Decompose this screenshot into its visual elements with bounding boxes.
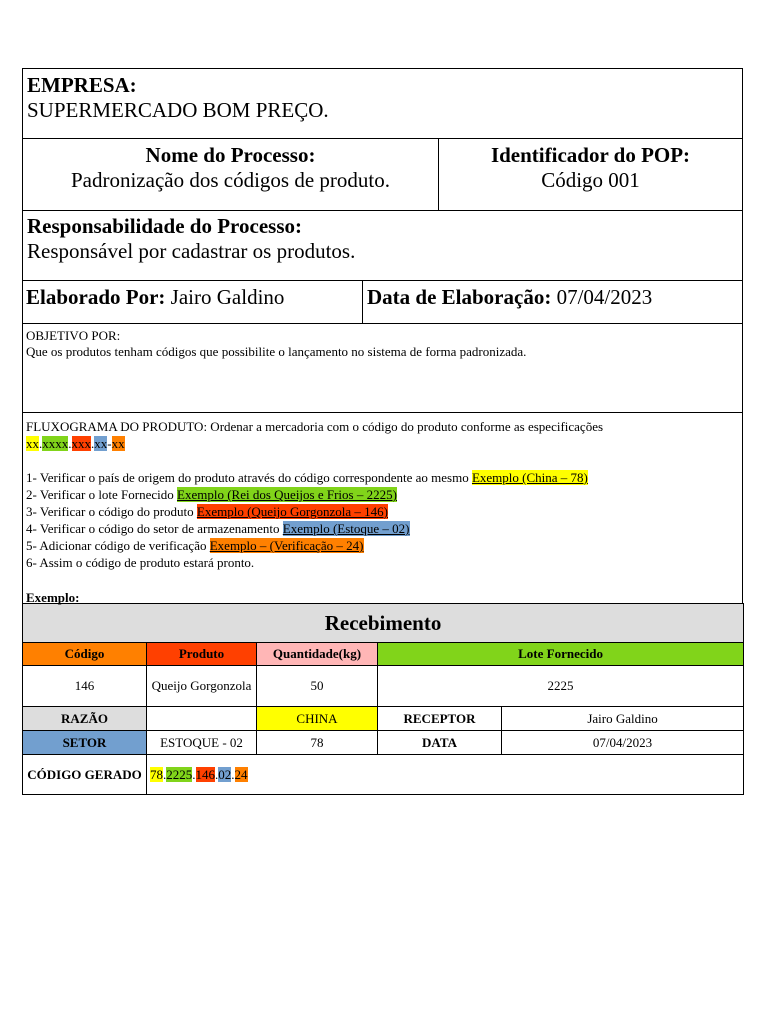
recebimento-table <box>22 603 744 795</box>
nome-processo-cell <box>23 139 439 210</box>
gerado-produto: 146 <box>195 766 215 782</box>
header-produto: Produto <box>147 643 257 666</box>
pattern-lote: xxxx <box>42 436 69 451</box>
setor-value: ESTOQUE - 02 <box>147 731 257 755</box>
gerado-sep: . <box>215 766 219 782</box>
step-example: Exemplo (Queijo Gorgonzola – 146) <box>196 504 388 519</box>
setor-num: 78 <box>257 731 378 755</box>
pattern-produto: xxx <box>71 436 91 451</box>
receptor-label: RECEPTOR <box>378 707 502 731</box>
elaboracao-section <box>22 280 743 323</box>
fluxograma-pattern <box>26 435 739 452</box>
setor-label: SETOR <box>23 731 147 755</box>
gerado-verificacao: 24 <box>234 766 248 782</box>
razao-label: RAZÃO <box>23 707 147 731</box>
step-example: Exemplo (China – 78) <box>471 470 588 485</box>
identificador-cell <box>439 139 742 210</box>
nome-processo-label: Nome do Processo: <box>145 143 316 167</box>
cell-quantidade: 50 <box>257 666 378 707</box>
identificador-value: Código 001 <box>541 168 640 192</box>
step-example: Exemplo (Estoque – 02) <box>282 521 410 536</box>
cell-produto: Queijo Gorgonzola <box>147 666 257 707</box>
gerado-lote: 2225 <box>166 766 193 782</box>
razao-value <box>147 707 257 731</box>
step-text: 2- Verificar o lote Fornecido <box>26 487 178 502</box>
spacer <box>26 452 739 469</box>
step-1 <box>26 469 739 486</box>
pattern-sep: . <box>39 436 43 451</box>
header-codigo: Código <box>23 643 147 666</box>
responsabilidade-value: Responsável por cadastrar os produtos. <box>27 239 356 263</box>
codigo-gerado-value <box>147 755 744 795</box>
step-2 <box>26 486 739 503</box>
elaborado-por-value: Jairo Galdino <box>165 285 285 309</box>
receptor-value: Jairo Galdino <box>502 707 744 731</box>
header-lote: Lote Fornecido <box>378 643 744 666</box>
objetivo-label: OBJETIVO POR: <box>26 328 121 343</box>
objetivo-text: Que os produtos tenham códigos que possibilite o lançamento no sistema de forma padronizada. <box>26 344 527 359</box>
pattern-setor: xx <box>94 436 108 451</box>
pattern-sep: . <box>91 436 95 451</box>
fluxograma-section <box>22 412 743 603</box>
responsabilidade-label: Responsabilidade do Processo: <box>27 214 302 238</box>
pop-document <box>22 68 743 795</box>
responsabilidade-section <box>22 210 743 280</box>
empresa-value: SUPERMERCADO BOM PREÇO. <box>27 98 329 122</box>
exemplo-label: Exemplo: <box>26 590 80 605</box>
step-4 <box>26 520 739 537</box>
recebimento-title: Recebimento <box>23 604 744 643</box>
step-text: 3- Verificar o código do produto <box>26 504 197 519</box>
pais-value: CHINA <box>257 707 378 731</box>
step-6: 6- Assim o código de produto estará pronto. <box>26 555 255 570</box>
step-3 <box>26 503 739 520</box>
gerado-sep: . <box>163 766 167 782</box>
empresa-label: EMPRESA: <box>27 73 137 97</box>
cell-lote: 2225 <box>378 666 744 707</box>
objetivo-section <box>22 323 743 412</box>
step-text: 1- Verificar o país de origem do produto através do código correspondente ao mesmo <box>26 470 472 485</box>
pattern-verificacao: xx <box>111 436 125 451</box>
elaborado-por-cell <box>23 281 363 323</box>
processo-section <box>22 138 743 210</box>
elaborado-por-label: Elaborado Por: <box>26 285 166 309</box>
nome-processo-value: Padronização dos códigos de produto. <box>70 168 390 192</box>
pattern-sep: - <box>107 436 112 451</box>
cell-codigo: 146 <box>23 666 147 707</box>
step-text: 4- Verificar o código do setor de armazenamento <box>26 521 283 536</box>
step-example: Exemplo – (Verificação – 24) <box>209 538 364 553</box>
empresa-section <box>22 68 743 138</box>
step-5 <box>26 537 739 554</box>
pattern-pais: xx <box>26 436 39 451</box>
fluxograma-intro: FLUXOGRAMA DO PRODUTO: Ordenar a mercadoria com o código do produto conforme as especificações <box>26 419 604 434</box>
step-text: 5- Adicionar código de verificação <box>26 538 210 553</box>
data-label: DATA <box>378 731 502 755</box>
step-example: Exemplo (Rei dos Queijos e Frios – 2225) <box>177 487 397 502</box>
gerado-sep: . <box>231 766 235 782</box>
gerado-pais: 78 <box>150 766 163 782</box>
codigo-gerado-label: CÓDIGO GERADO <box>23 755 147 795</box>
identificador-label: Identificador do POP: <box>490 143 691 167</box>
gerado-sep: . <box>192 766 196 782</box>
data-elaboracao-value: 07/04/2023 <box>551 285 653 309</box>
header-quantidade: Quantidade(kg) <box>257 643 378 666</box>
data-elaboracao-cell <box>363 281 742 323</box>
gerado-setor: 02 <box>218 766 232 782</box>
data-elaboracao-label: Data de Elaboração: <box>367 285 552 309</box>
pattern-sep: . <box>68 436 72 451</box>
data-value: 07/04/2023 <box>502 731 744 755</box>
